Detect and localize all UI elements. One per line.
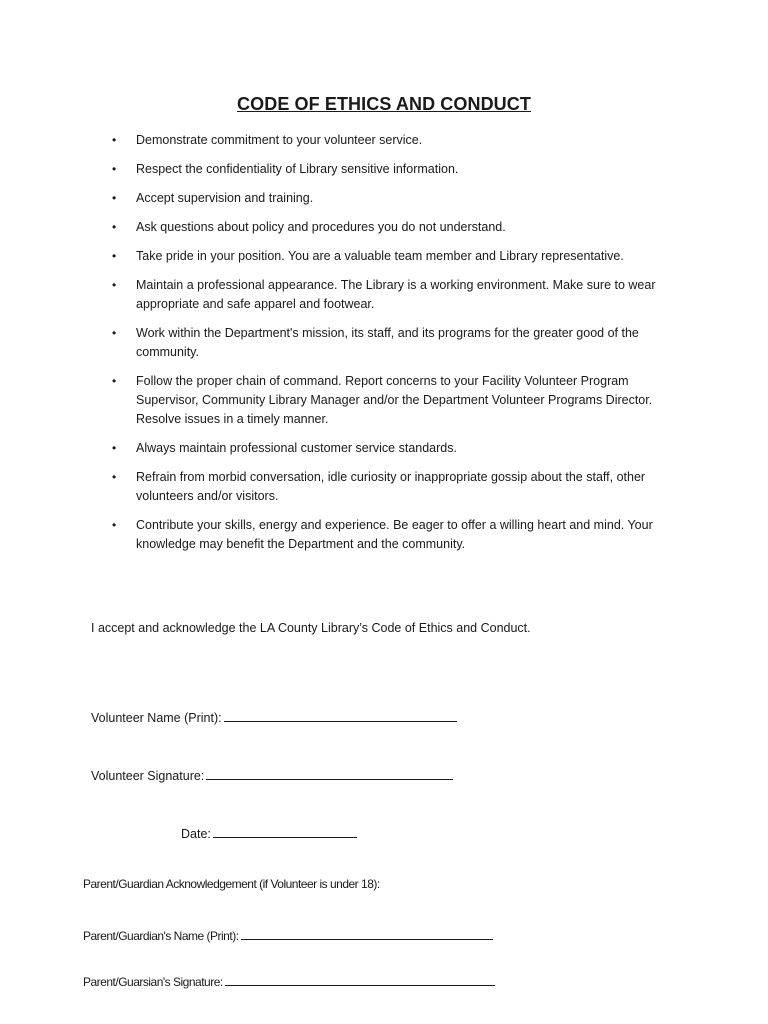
list-item [112, 372, 682, 429]
bullet-icon: • [112, 133, 117, 147]
list-item-text: Refrain from morbid conversation, idle curiosity or inappropriate gossip about the staff, other volunteers and/or visitors. [136, 470, 646, 503]
volunteer-name-label: Volunteer Name (Print): [91, 711, 222, 725]
parent-signature-field[interactable] [225, 973, 495, 986]
list-item [112, 160, 682, 179]
list-item-text: Accept supervision and training. [136, 191, 314, 205]
list-item [112, 439, 682, 458]
date-label: Date: [181, 827, 211, 841]
bullet-icon: • [112, 162, 117, 176]
date-field[interactable] [213, 825, 357, 838]
bullet-icon: • [112, 326, 117, 340]
parent-name-row [83, 927, 493, 943]
list-item [112, 189, 682, 208]
volunteer-name-field[interactable] [224, 709, 457, 722]
list-item [112, 516, 682, 554]
bullet-icon: • [112, 249, 117, 263]
bullet-icon: • [112, 374, 117, 388]
volunteer-signature-label: Volunteer Signature: [91, 769, 205, 783]
bullet-icon: • [112, 470, 117, 484]
volunteer-signature-row [91, 767, 453, 783]
parent-name-label: Parent/Guardian's Name (Print): [83, 929, 239, 943]
list-item [112, 324, 682, 362]
bullet-icon: • [112, 220, 117, 234]
bullet-icon: • [112, 278, 117, 292]
date-row [181, 825, 357, 841]
list-item [112, 218, 682, 237]
parent-ack-heading: Parent/Guardian Acknowledgement (if Volunteer is under 18): [83, 877, 380, 891]
list-item-text: Always maintain professional customer service standards. [136, 441, 457, 455]
parent-signature-row [83, 973, 495, 989]
list-item-text: Respect the confidentiality of Library sensitive information. [136, 162, 459, 176]
list-item-text: Contribute your skills, energy and experience. Be eager to offer a willing heart and mind. Your knowledge may benefit the Department and the community. [136, 518, 653, 551]
ethics-list [112, 131, 682, 564]
list-item-text: Take pride in your position. You are a valuable team member and Library representative. [136, 249, 624, 263]
acknowledgement-statement: I accept and acknowledge the LA County Library’s Code of Ethics and Conduct. [91, 621, 531, 635]
list-item-text: Work within the Department's mission, its staff, and its programs for the greater good of the community. [136, 326, 639, 359]
bullet-icon: • [112, 518, 117, 532]
list-item-text: Ask questions about policy and procedures you do not understand. [136, 220, 506, 234]
bullet-icon: • [112, 191, 117, 205]
volunteer-name-row [91, 709, 457, 725]
list-item [112, 276, 682, 314]
list-item-text: Demonstrate commitment to your volunteer service. [136, 133, 423, 147]
list-item [112, 468, 682, 506]
bullet-icon: • [112, 441, 117, 455]
list-item-text: Maintain a professional appearance. The Library is a working environment. Make sure to wear appropriate and safe apparel and footwear. [136, 278, 656, 311]
volunteer-signature-field[interactable] [206, 767, 453, 780]
list-item [112, 247, 682, 266]
parent-signature-label: Parent/Guarsian's Signature: [83, 975, 223, 989]
parent-name-field[interactable] [241, 927, 493, 940]
list-item-text: Follow the proper chain of command. Report concerns to your Facility Volunteer Program Supervisor, Community Library Manager and/or the Department Volunteer Programs Director. Resolve issues in a timely manner. [136, 374, 653, 426]
list-item [112, 131, 682, 150]
document-title: CODE OF ETHICS AND CONDUCT [237, 94, 531, 114]
